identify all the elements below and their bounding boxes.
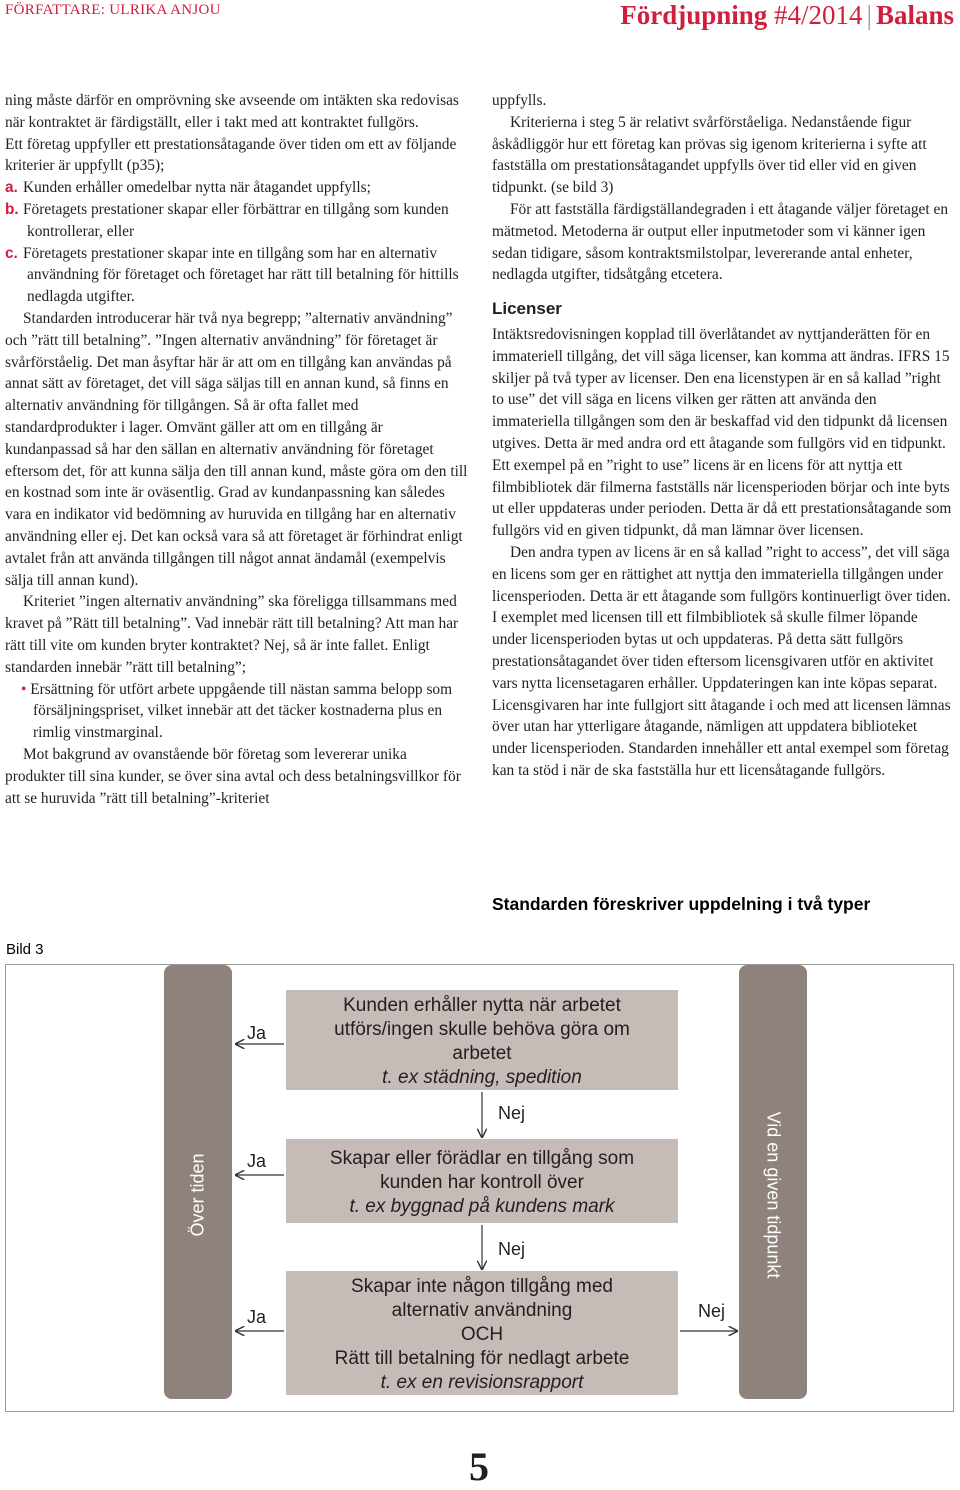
topic-title: Balans	[875, 0, 954, 30]
no-label-3: Nej	[698, 1301, 726, 1321]
paragraph: Mot bakgrund av ovanstående bör företag som levererar unika produkter till sina kunder, se över sina avtal och dess betalningsvillkor för att se huruvida ”rätt till betalning”-kriteriet	[5, 745, 461, 807]
left-column	[5, 90, 469, 809]
yes-label-1: Ja	[247, 1023, 267, 1043]
criterion-box-1: Kunden erhåller nytta när arbetet utförs/ingen skulle behöva göra om arbetet t. ex städning, spedition	[286, 990, 678, 1090]
right-column	[492, 90, 956, 782]
paragraph: Ett företag uppfyller ett prestationsåtagande över tiden om ett av följande kriterier är uppfyllt (p35);	[5, 135, 457, 175]
figure-heading: Standarden föreskriver uppdelning i två typer	[492, 894, 871, 914]
section-title: Fördjupning	[620, 0, 768, 30]
criterion-box-3: Skapar inte någon tillgång med alternativ användning OCH Rätt till betalning för nedlagt arbete t. ex en revisionsrapport	[286, 1271, 678, 1395]
no-label-1: Nej	[498, 1103, 526, 1123]
yes-label-3: Ja	[247, 1307, 267, 1327]
author-line: FÖRFATTARE: ULRIKA ANJOU	[5, 2, 221, 18]
figure-caption: Bild 3	[6, 941, 44, 958]
paragraph: Kriterierna i steg 5 är relativt svårförståeliga. Nedanstående figur åskådliggör hur ett företag kan prövas sig igenom kriterierna i syfte att fastställa om prestationsåtagandet uppfylls över tid eller vid en given tidpunkt. (se bild 3)	[492, 113, 927, 197]
criterion-c: c. Företagets prestationer skapar inte en tillgång som har en alternativ användning för företaget och företaget har rätt till betalning för hittills nedlagda utgifter.	[5, 244, 459, 306]
no-label-2: Nej	[498, 1239, 526, 1259]
paragraph: Kriteriet ”ingen alternativ användning” ska föreligga tillsammans med kravet på ”Rätt till betalning”. Vad innebär rätt till betalning? Att man har rätt till vite om kunden bryter kontraktet? Nej, så är inte fallet. Enligt standarden innebär ”rätt till betalning”;	[5, 593, 459, 676]
flow-arrows	[6, 965, 955, 1413]
criterion-box-2: Skapar eller förädlar en tillgång som kunden har kontroll över t. ex byggnad på kundens mark	[286, 1139, 678, 1223]
flow-figure	[5, 964, 954, 1412]
criterion-a: a. Kunden erhåller omedelbar nytta när åtagandet uppfylls;	[5, 179, 371, 197]
header-divider: |	[866, 0, 872, 30]
paragraph: Standarden introducerar här två nya begrepp; ”alternativ användning” och ”rätt till betalning”. ”Ingen alternativ användning” för företaget är svårförståelig. Det man åsyftar här är att om en tillgång kan användas på annat sätt av företaget, det vill säga säljas till en annan kund, så finns en alternativ användning för tillgången. Så är ofta fallet med standardprodukter i lager. Omvänt gäller att om en tillgång är kundanpassad så har den sällan en alternativ användning för företaget eftersom det, för att kunna sälja den till annan kund, måste göra om den till en kostnad som inte är oväsentlig. Grad av kundanpassning kan således vara en indikator vid bedömning av huruvida en tillgång har en alternativ användning eller ej. Det kan också vara så att företaget är förhindrat enligt avtalet från att använda tillgången till något annat ändamål (exempelvis sälja till annan kund).	[5, 309, 468, 589]
criterion-b: b. Företagets prestationer skapar eller förbättrar en tillgång som kunden kontrollerar, eller	[5, 200, 449, 240]
bullet-item: • Ersättning för utfört arbete uppgående till nästan samma belopp som försäljningspriset, vilket innebär att det täcker kostnaderna plus en rimlig vinstmarginal.	[21, 680, 453, 742]
paragraph: Den andra typen av licens är en så kallad ”right to access”, det vill säga en licens som ger en rättighet att nyttja den immateriella tillgången under licensperioden. Detta är ett åtagande som fullgörs kontinuerligt över tiden. I exemplet med licensen till ett filmbibliotek så skulle filmer löpande under licensperioden bytas ut och uppdateras. På detta sätt fullgörs prestationsåtagandet över tiden eftersom licensgivaren utför en aktivitet vars nytta licensetagaren erhåller. Uppdateringen kan inte köpas separat. Licensgivaren har inte fullgjort sitt åtagande i och med att licensen lämnas över utan har ytterligare åtagande, nämligen att uppdatera biblioteket under licensperioden. Standarden innehåller ett antal exempel som företag kan ta stöd i när de ska fastställa hur ett licensåtagande fullgörs.	[492, 543, 951, 779]
bullet-icon: •	[21, 680, 27, 698]
paragraph: Intäktsredovisningen kopplad till överlåtandet av nyttjanderätten för en immateriell tillgång, det vill säga licenser, kan komma att ändras. IFRS 15 skiljer på två typer av licenser. Den ena licenstypen är en så kallad ”right to use” det vill säga en licens vilken ger rätten att använda den immateriella tillgången som den är beskaffad vid den tidpunkt då licensen utgives. Detta är med andra ord ett åtagande som fullgörs vid en tidpunkt. Ett exempel på en ”right to use” licens är en licens för att nyttja ett filmbibliotek där filmerna fastställs när licensperioden börjar och inte byts ut eller uppdateras under perioden. Detta är då ett prestationsåtagande som fullgörs vid en given tidpunkt, då man lämnar över licensen.	[492, 325, 952, 540]
section-heading: Licenser	[492, 299, 562, 319]
issue-number: #4/2014	[774, 0, 863, 30]
paragraph: uppfylls.	[492, 92, 547, 109]
publication-header	[620, 0, 954, 31]
paragraph: ning måste därför en omprövning ske avseende om intäkten ska redovisas när kontraktet är färdigställt, eller i takt med att kontraktet fullgörs.	[5, 92, 459, 131]
yes-label-2: Ja	[247, 1151, 267, 1171]
paragraph: För att fastställa färdigställandegraden i ett åtagande väljer företaget en mätmetod. Metoderna är output eller inputmetoder som vi känner igen sedan tidigare, såsom kontraktsmilstolpar, levererande antal enheter, nedlagda utgifter, tidsåtgång etcetera.	[492, 200, 949, 284]
over-time-label: Över tiden	[187, 1153, 208, 1237]
point-in-time-label: Vid en given tidpunkt	[763, 1111, 784, 1279]
page-number: 5	[469, 1444, 489, 1489]
